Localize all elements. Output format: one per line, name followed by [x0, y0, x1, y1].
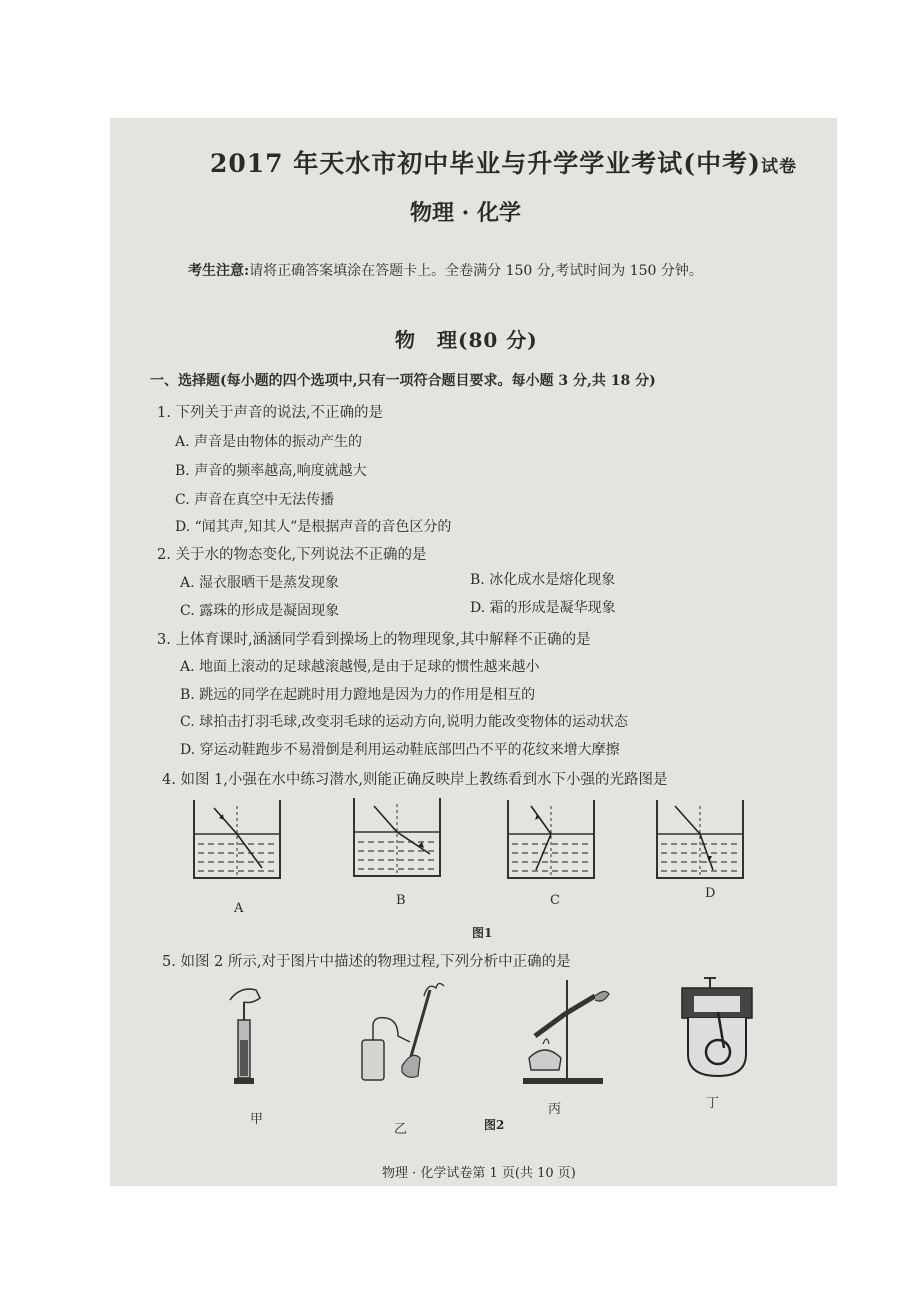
figure2-caption: 图2 [484, 1118, 505, 1132]
question-1-option-c: C. 声音在真空中无法传播 [175, 492, 335, 508]
question-3-option-c: C. 球拍击打羽毛球,改变羽毛球的运动方向,说明力能改变物体的运动状态 [180, 714, 629, 730]
figure2-label-jia: 甲 [250, 1112, 264, 1127]
figure2-bing-heating-illustration [515, 976, 615, 1088]
figure2-label-yi: 乙 [394, 1122, 408, 1137]
question-3-stem: 3. 上体育课时,涵涵同学看到操场上的物理现象,其中解释不正确的是 [157, 632, 591, 648]
section-title: 物 理(80 分) [395, 328, 538, 352]
exam-page [110, 118, 837, 1186]
question-1-option-b: B. 声音的频率越高,响度就越大 [175, 463, 367, 479]
question-3-option-d: D. 穿运动鞋跑步不易滑倒是利用运动鞋底部凹凸不平的花纹来增大摩擦 [180, 742, 620, 758]
question-1-stem: 1. 下列关于声音的说法,不正确的是 [157, 405, 384, 421]
question-2-stem: 2. 关于水的物态变化,下列说法不正确的是 [157, 547, 427, 563]
figure1-beaker-c [506, 798, 596, 883]
figure2-jia-syringe-illustration [222, 980, 272, 1095]
figure1-label-b: B [396, 893, 406, 908]
figure1-caption: 图1 [472, 926, 493, 940]
exam-title-suffix: 试卷 [760, 157, 797, 177]
figure1-beaker-a [192, 798, 282, 883]
figure2-label-bing: 丙 [548, 1102, 562, 1117]
section1-heading: 一、选择题(每小题的四个选项中,只有一项符合题目要求。每小题 3 分,共 18 分) [150, 373, 656, 389]
figure2-label-ding: 丁 [706, 1096, 720, 1111]
question-1-option-a: A. 声音是由物体的振动产生的 [175, 434, 363, 450]
figure1-beaker-d [655, 798, 745, 883]
figure2-yi-test-tube-illustration [358, 980, 448, 1090]
page-footer: 物理 · 化学试卷第 1 页(共 10 页) [382, 1166, 576, 1181]
figure1-beaker-b [352, 796, 442, 881]
figure2-ding-engine-illustration [678, 976, 756, 1081]
question-2-option-b: B. 冰化成水是熔化现象 [470, 572, 616, 588]
figure1-label-d: D [705, 886, 716, 901]
question-3-option-a: A. 地面上滚动的足球越滚越慢,是由于足球的惯性越来越小 [180, 659, 540, 675]
question-3-option-b: B. 跳远的同学在起跳时用力蹬地是因为力的作用是相互的 [180, 687, 536, 703]
question-2-option-a: A. 湿衣服晒干是蒸发现象 [180, 575, 340, 591]
question-5-stem: 5. 如图 2 所示,对于图片中描述的物理过程,下列分析中正确的是 [162, 954, 571, 970]
exam-notice: 考生注意:请将正确答案填涂在答题卡上。全卷满分 150 分,考试时间为 150 分钟。 [188, 263, 703, 279]
question-1-option-d: D. “闻其声,知其人”是根据声音的音色区分的 [175, 519, 452, 535]
figure1-label-c: C [550, 893, 560, 908]
exam-subtitle: 物理 · 化学 [410, 200, 521, 226]
question-2-option-d: D. 霜的形成是凝华现象 [470, 600, 616, 616]
figure1-label-a: A [234, 901, 244, 916]
question-4-stem: 4. 如图 1,小强在水中练习潜水,则能正确反映岸上教练看到水下小强的光路图是 [162, 772, 668, 788]
question-2-option-c: C. 露珠的形成是凝固现象 [180, 603, 340, 619]
exam-title: 2017 年天水市初中毕业与升学学业考试(中考)试卷 [210, 149, 797, 178]
